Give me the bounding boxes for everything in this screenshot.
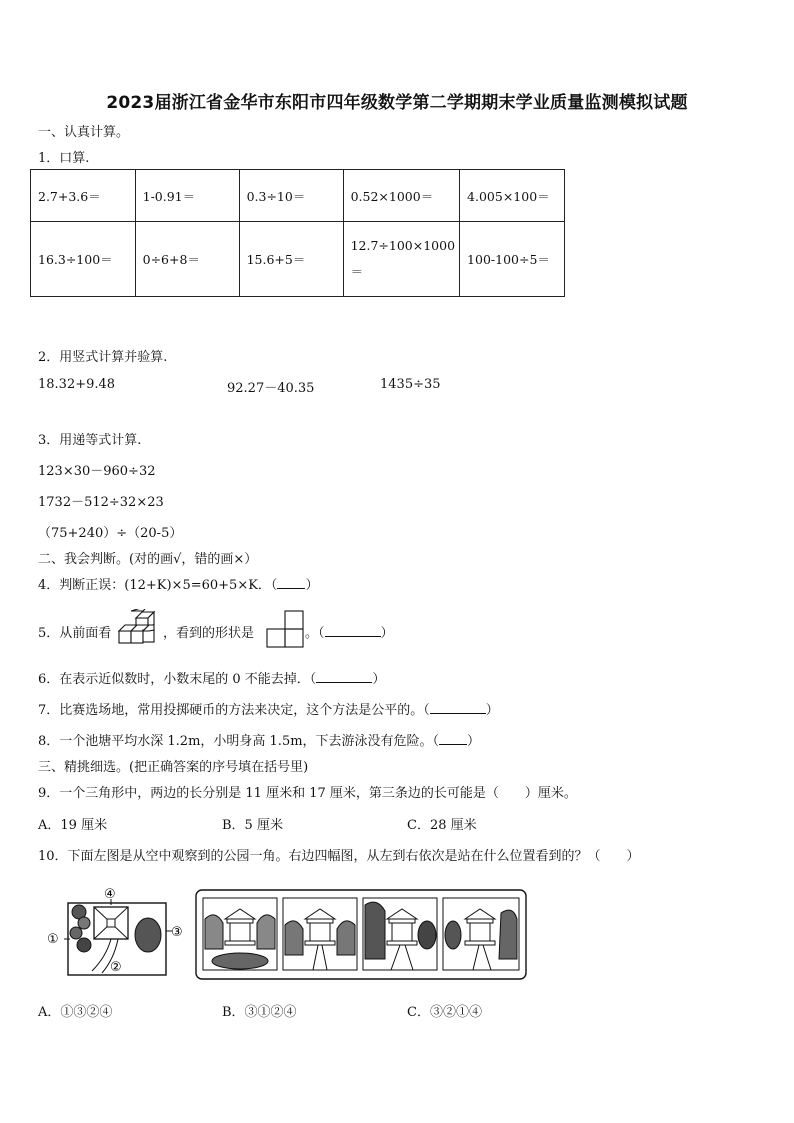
question-4-text: 4．判断正误：(12+K)×5=60+5×K．（ [38, 578, 278, 593]
q10-option-a[interactable]: A．①③②④ [38, 1005, 113, 1020]
answer-blank[interactable] [430, 701, 486, 714]
park-views-figure [195, 889, 527, 981]
map-label-4: ④ [104, 887, 116, 902]
question-5-close: ） [380, 626, 394, 641]
question-8 [38, 730, 480, 749]
table-cell: 0÷6+8＝ [135, 222, 239, 297]
table-cell: 15.6+5＝ [239, 222, 343, 297]
q10-option-b[interactable]: B．③①②④ [222, 1005, 297, 1020]
map-label-2: ② [110, 960, 122, 975]
map-label-3: ③ [171, 925, 183, 940]
q3-item: （75+240）÷（20-5） [38, 526, 183, 541]
park-map-figure [44, 885, 194, 980]
table-cell: 100-100÷5＝ [460, 222, 565, 297]
view-panel-2 [283, 898, 357, 970]
cube-stack-figure [117, 609, 159, 645]
q3-item: 123×30－960÷32 [38, 464, 156, 479]
question-4-close: ） [305, 578, 319, 593]
page-title: 2023届浙江省金华市东阳市四年级数学第二学期期末学业质量监测模拟试题 [106, 93, 688, 113]
question-6 [38, 668, 385, 687]
question-8-text: 8．一个池塘平均水深 1.2m，小明身高 1.5m，下去游泳没有危险。（ [38, 734, 440, 749]
section-3-heading: 三、精挑细选。(把正确答案的序号填在括号里) [38, 760, 309, 775]
question-7-close: ） [485, 703, 499, 718]
question-5-part-c: 。（ [305, 626, 325, 641]
section-2-heading: 二、我会判断。(对的画√，错的画×） [38, 552, 258, 567]
question-5-part-a: 5．从前面看 [38, 626, 112, 641]
answer-blank[interactable] [316, 670, 372, 683]
q2-item: 18.32+9.48 [38, 377, 116, 392]
q2-item: 1435÷35 [380, 377, 441, 392]
table-cell: 16.3÷100＝ [31, 222, 136, 297]
table-cell: 2.7+3.6＝ [31, 170, 136, 222]
question-2-label: 2．用竖式计算并验算. [38, 350, 168, 365]
table-cell: 0.52×1000＝ [343, 170, 459, 222]
answer-blank[interactable] [325, 624, 381, 637]
table-cell: 0.3÷10＝ [239, 170, 343, 222]
question-8-close: ） [467, 734, 481, 749]
answer-blank[interactable] [277, 576, 305, 589]
view-panel-1 [203, 898, 277, 970]
question-1-label: 1．口算. [38, 151, 90, 166]
answer-blank[interactable] [439, 732, 467, 745]
q2-item: 92.27－40.35 [227, 381, 315, 396]
q3-item: 1732－512÷32×23 [38, 495, 164, 510]
question-6-text: 6．在表示近似数时，小数末尾的 0 不能去掉．（ [38, 672, 317, 687]
table-row [31, 170, 565, 222]
q10-option-c[interactable]: C．③②①④ [407, 1005, 482, 1020]
question-5-part-b: ，看到的形状是 [163, 626, 255, 641]
question-4 [38, 574, 318, 593]
question-10: 10．下面左图是从空中观察到的公园一角。右边四幅图，从左到右依次是站在什么位置看到的？（ ） [38, 849, 640, 864]
table-row [31, 222, 565, 297]
table-cell: 12.7÷100×1000＝ [343, 222, 459, 297]
question-3-label: 3．用递等式计算. [38, 433, 142, 448]
question-7 [38, 699, 499, 718]
table-cell: 1-0.91＝ [135, 170, 239, 222]
section-1-heading: 一、认真计算。 [38, 125, 130, 140]
view-panel-3 [363, 898, 437, 970]
question-7-text: 7．比赛选场地，常用投掷硬币的方法来决定，这个方法是公平的。（ [38, 703, 430, 718]
question-6-close: ） [372, 672, 386, 687]
q9-option-b[interactable]: B．5 厘米 [222, 818, 283, 833]
question-5-answer [305, 622, 394, 641]
front-view-figure [265, 610, 305, 650]
table-cell: 4.005×100＝ [460, 170, 565, 222]
q9-option-c[interactable]: C．28 厘米 [407, 818, 477, 833]
map-label-1: ① [47, 932, 59, 947]
q9-option-a[interactable]: A．19 厘米 [38, 818, 108, 833]
view-panel-4 [443, 898, 519, 970]
mental-math-table [30, 169, 565, 297]
question-9: 9．一个三角形中，两边的长分别是 11 厘米和 17 厘米，第三条边的长可能是（ ）厘米。 [38, 786, 577, 801]
